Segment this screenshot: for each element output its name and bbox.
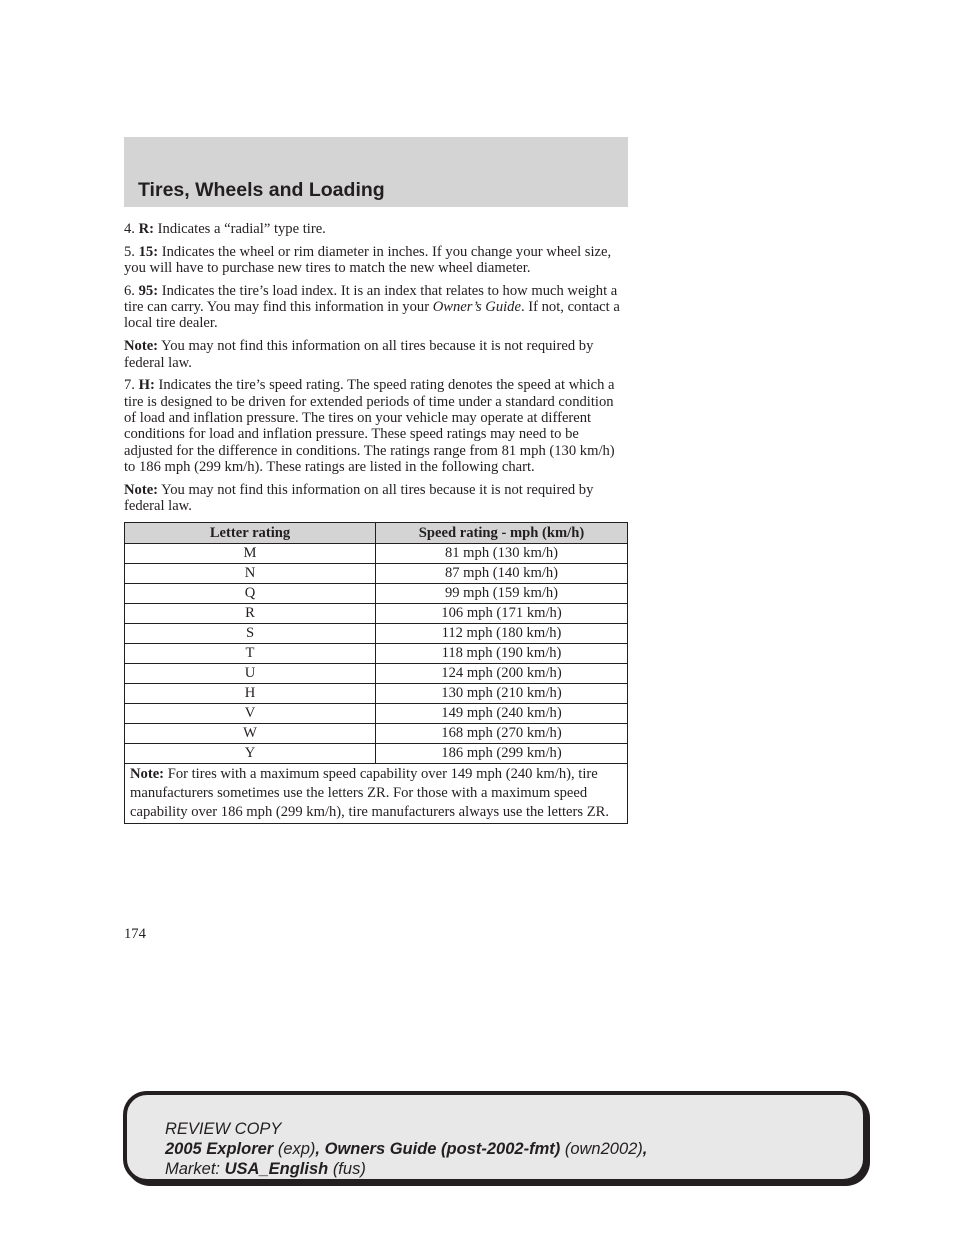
table-row: [125, 564, 628, 584]
note-label: Note:: [124, 338, 159, 355]
table-note-row: [125, 764, 628, 824]
note-text: You may not find this information on all tires because it is not required by federal law.: [124, 338, 594, 371]
review-guide-line: [165, 1139, 647, 1159]
review-copy-box: [123, 1091, 867, 1183]
guide-name: Owners Guide (post-2002-fmt): [324, 1140, 561, 1158]
speed-cell: 124 mph (200 km/h): [376, 664, 628, 684]
review-copy-label: [165, 1119, 647, 1139]
item-number: 7.: [124, 377, 135, 394]
item-text: Indicates the tire’s load index. It is an index that relates to how much weight a tire can carry. You may find this information in your: [124, 282, 618, 316]
section-header-band: [124, 137, 628, 207]
item-number: 5.: [124, 243, 135, 260]
letter-cell: R: [125, 604, 376, 624]
item-text-end: . If not, contact a local tire dealer.: [124, 299, 620, 332]
note-paragraph: [124, 338, 628, 371]
item-4-paragraph: [124, 221, 628, 237]
note-text: For tires with a maximum speed capability over 149 mph (240 km/h), tire manufacturers sometimes use the letters ZR. For those with a maximum speed capability over 186 mph (299 km/h), tire manufacturers always use the letters ZR.: [130, 766, 610, 821]
item-number: 6.: [124, 282, 135, 299]
separator: ,: [315, 1140, 321, 1158]
table-note-cell: [125, 764, 628, 824]
letter-cell: N: [125, 564, 376, 584]
table-row: [125, 664, 628, 684]
main-content: [124, 221, 628, 824]
section-title: Tires, Wheels and Loading: [138, 179, 385, 201]
review-market-line: [165, 1159, 647, 1179]
vehicle-model: 2005 Explorer: [165, 1140, 274, 1158]
page-number: 174: [124, 926, 146, 942]
letter-cell: S: [125, 624, 376, 644]
speed-cell: 112 mph (180 km/h): [376, 624, 628, 644]
table-row: [125, 684, 628, 704]
item-number: 4.: [124, 221, 135, 237]
speed-cell: 186 mph (299 km/h): [376, 744, 628, 764]
speed-cell: 168 mph (270 km/h): [376, 724, 628, 744]
speed-cell: 149 mph (240 km/h): [376, 704, 628, 724]
item-text: Indicates a “radial” type tire.: [157, 221, 326, 237]
table-row: [125, 544, 628, 564]
separator: ,: [642, 1140, 648, 1158]
table-row: [125, 744, 628, 764]
market-label: Market:: [165, 1160, 221, 1178]
item-6-paragraph: [124, 283, 628, 332]
letter-cell: M: [125, 544, 376, 564]
guide-reference: Owner’s Guide: [432, 299, 521, 316]
letter-cell: V: [125, 704, 376, 724]
item-term: H:: [138, 377, 155, 394]
speed-cell: 81 mph (130 km/h): [376, 544, 628, 564]
speed-cell: 106 mph (171 km/h): [376, 604, 628, 624]
speed-cell: 87 mph (140 km/h): [376, 564, 628, 584]
speed-rating-table: [124, 522, 628, 824]
item-text: Indicates the tire’s speed rating. The speed rating denotes the speed at which a tire is designed to be driven for extended periods of time under a standard condition of load and inflation pressure. The tires on your vehicle may operate at different conditions for load and inflation pressure. These speed ratings may need to be adjusted for the difference in conditions. The ratings range from 81 mph (130 km/h) to 186 mph (299 km/h). These ratings are listed in the following chart.: [124, 377, 615, 475]
speed-cell: 130 mph (210 km/h): [376, 684, 628, 704]
item-7-paragraph: [124, 377, 628, 475]
note-label: Note:: [130, 766, 165, 783]
note-text: You may not find this information on all tires because it is not required by federal law.: [124, 481, 594, 514]
vehicle-code: (exp): [277, 1140, 316, 1158]
table-row: [125, 724, 628, 744]
guide-code: (own2002): [564, 1140, 643, 1158]
table-header-row: [125, 523, 628, 544]
speed-cell: 118 mph (190 km/h): [376, 644, 628, 664]
column-header-speed: Speed rating - mph (km/h): [376, 523, 628, 544]
review-copy-line: REVIEW COPY: [165, 1120, 282, 1138]
table-row: [125, 604, 628, 624]
letter-cell: H: [125, 684, 376, 704]
item-term: R:: [138, 221, 155, 237]
speed-cell: 99 mph (159 km/h): [376, 584, 628, 604]
item-term: 15:: [138, 243, 159, 260]
item-text: Indicates the wheel or rim diameter in inches. If you change your wheel size, you will have to purchase new tires to match the new wheel diameter.: [124, 243, 612, 277]
market-code: (fus): [332, 1160, 366, 1178]
table-row: [125, 624, 628, 644]
letter-cell: U: [125, 664, 376, 684]
table-row: [125, 584, 628, 604]
item-term: 95:: [138, 282, 159, 299]
review-copy-text: [165, 1119, 647, 1179]
item-5-paragraph: [124, 244, 628, 277]
market-name: USA_English: [224, 1160, 329, 1178]
table-row: [125, 704, 628, 724]
table-row: [125, 644, 628, 664]
column-header-letter: Letter rating: [125, 523, 376, 544]
note-label: Note:: [124, 481, 159, 498]
note-paragraph: [124, 482, 628, 515]
letter-cell: Q: [125, 584, 376, 604]
letter-cell: Y: [125, 744, 376, 764]
letter-cell: T: [125, 644, 376, 664]
letter-cell: W: [125, 724, 376, 744]
